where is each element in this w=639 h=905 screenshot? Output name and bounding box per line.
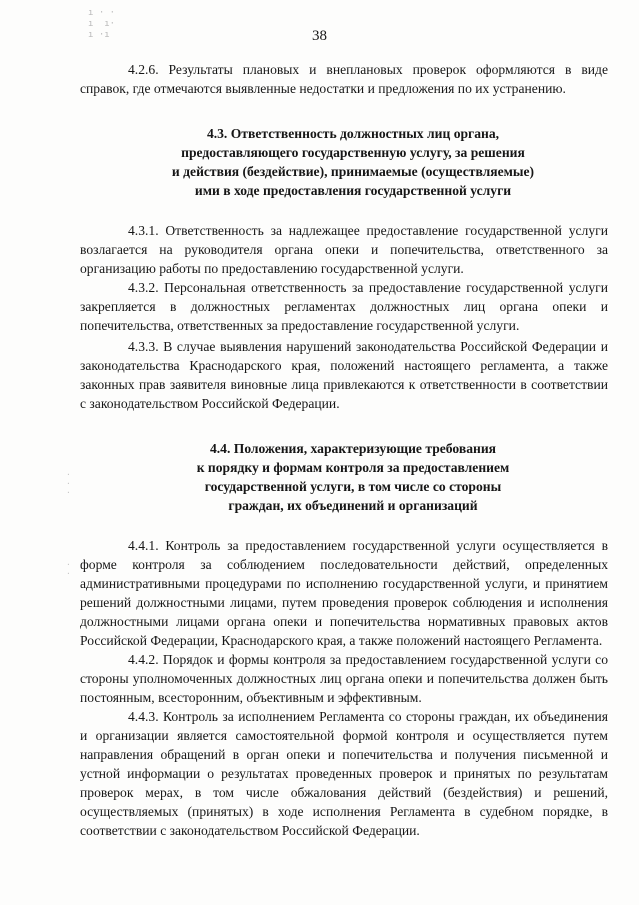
heading-line: предоставляющего государственную услугу, за решения (181, 145, 525, 160)
section-heading-4-4 (80, 439, 608, 515)
heading-line: государственной услуги, в том числе со стороны (204, 479, 502, 494)
paragraph-4-3-2: 4.3.2. Персональная ответственность за предоставление государственной услуги закрепляется в должностных регламентах должностных лиц органа опеки и попечительства, ответственных за предоставление государственной услуги. (80, 280, 608, 333)
paragraph-4-4-1: 4.4.1. Контроль за предоставлением государственной услуги осуществляется в форме контроля за соблюдением последовательности действий, определенных административными процедурами по исполнению государственной услуги, и принятием решений должностными лицами, путем проведения проверок соблюдения и исполнения должностными лицами органа опеки и попечительства нормативных правовых актов Российской Федерации, Краснодарского края, а также положений настоящего Регламента. (80, 538, 608, 648)
paragraph-4-4-3: 4.4.3. Контроль за исполнением Регламента со стороны граждан, их объединения и организации является самостоятельной формой контроля и осуществляется путем направления обращений в орган опеки и попечительства и получения письменной и устной информации о результатах проведенных проверок и принятых по результатам проверок мерах, в том числе обжалования действий (бездействия) и решений, осуществляемых (принятых) в ходе исполнения Регламента в судебном порядке, в соответствии с законодательством Российской Федерации. (80, 709, 608, 838)
heading-line: 4.3. Ответственность должностных лиц органа, (206, 126, 500, 141)
paragraph-4-3-1: 4.3.1. Ответственность за надлежащее предоставление государственной услуги возлагается на руководителя органа опеки и попечительства, ответственного за организацию работы по предоставлению государственной услуги. (80, 223, 608, 276)
paragraph-4-2-6: 4.2.6. Результаты плановых и внеплановых проверок оформляются в виде справок, где отмечаются выявленные недостатки и предложения по их устранению. (80, 62, 608, 96)
scan-artifact: · · · (66, 470, 71, 497)
heading-line: и действия (бездействие), принимаемые (осуществляемые) (171, 164, 535, 179)
section-heading-4-3 (80, 124, 608, 200)
paragraph-4-4-2: 4.4.2. Порядок и формы контроля за предоставлением государственной услуги со стороны уполномоченных должностных лиц органа опеки и попечительства должен быть постоянным, всесторонним, объективным и эффективным. (80, 652, 608, 705)
heading-line: граждан, их объединений и организаций (228, 498, 478, 513)
heading-line: 4.4. Положения, характеризующие требования (209, 441, 497, 456)
heading-line: ими в ходе предоставления государственной услуги (194, 183, 512, 198)
page-number: 38 (312, 28, 327, 44)
scan-artifact: ı · · ı ı· ı ·ı (88, 8, 116, 40)
paragraph-4-3-3: 4.3.3. В случае выявления нарушений законодательства Российской Федерации и законодательства Краснодарского края, положений настоящего регламента, а также законных прав заявителя виновные лица привлекаются к ответственности в соответствии с законодательством Российской Федерации. (80, 339, 608, 411)
heading-line: к порядку и формам контроля за предоставлением (196, 460, 510, 475)
scan-artifact: · · (66, 560, 71, 578)
document-body (80, 60, 608, 840)
